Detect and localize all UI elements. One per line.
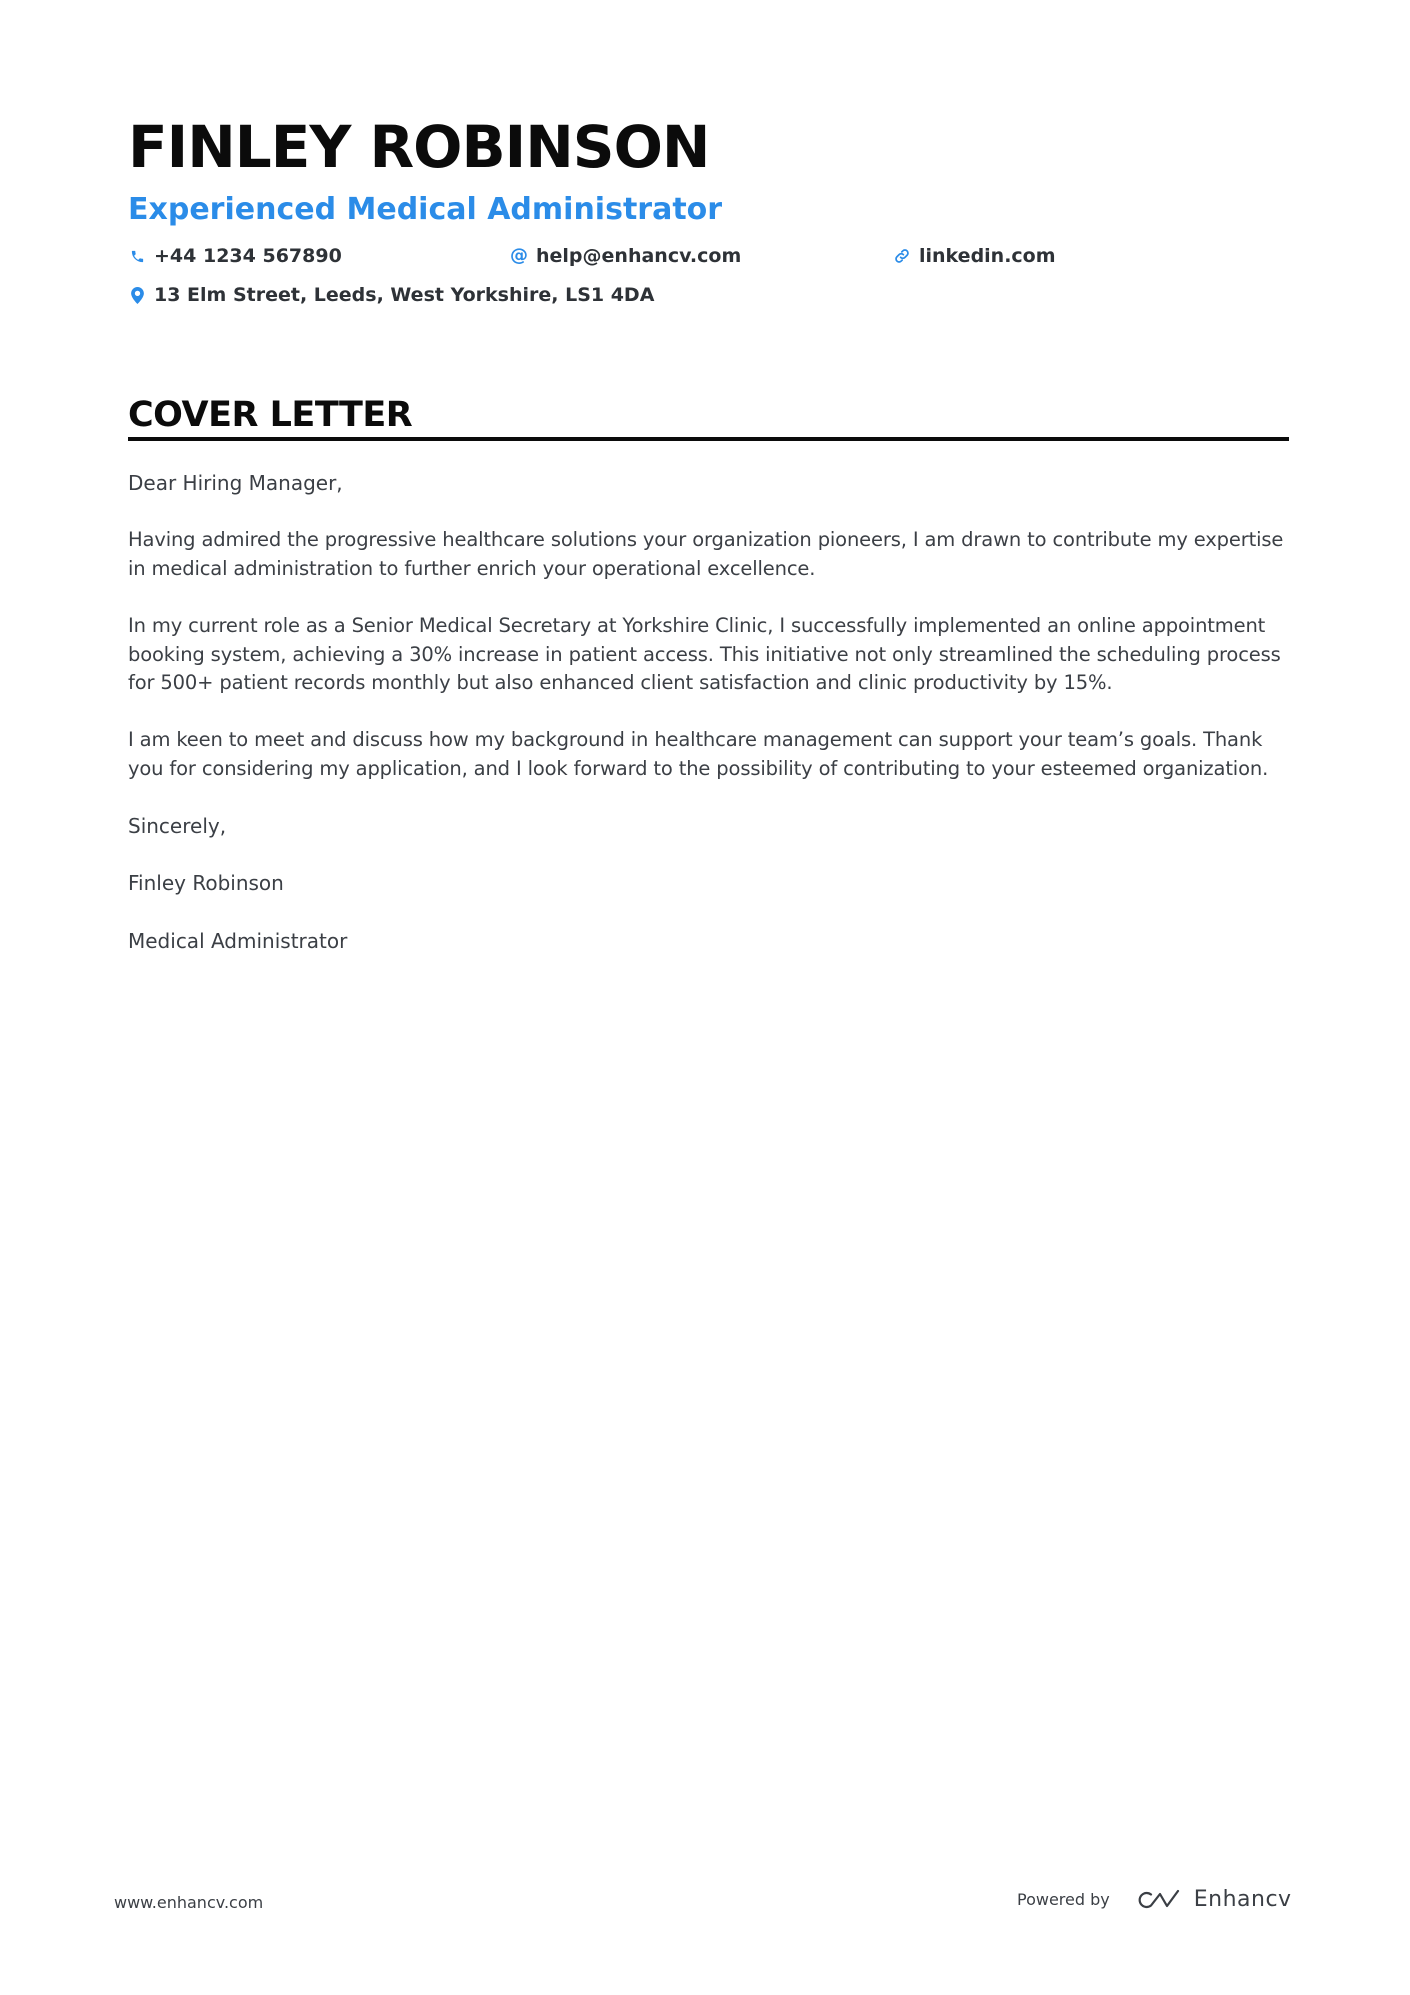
section-divider <box>128 437 1289 441</box>
signature-title: Medical Administrator <box>128 928 348 953</box>
letter-greeting: Dear Hiring Manager, <box>128 471 343 495</box>
phone-icon <box>128 246 146 266</box>
letter-paragraph-3: I am keen to meet and discuss how my background in healthcare management can support your team’s goals. Thank you for considering my application, and I look forward to the possibility of contributing to your esteemed organization. <box>128 728 1269 780</box>
candidate-name: FINLEY ROBINSON <box>128 113 710 181</box>
signature-name: Finley Robinson <box>128 871 284 896</box>
location-pin-icon <box>128 285 146 305</box>
phone-text[interactable]: +44 1234 567890 <box>154 245 342 267</box>
contact-link <box>893 244 1056 268</box>
candidate-title: Experienced Medical Administrator <box>128 192 723 227</box>
contact-email <box>510 244 741 268</box>
address-text: 13 Elm Street, Leeds, West Yorkshire, LS1 4DA <box>154 284 655 306</box>
letter-body <box>128 469 1293 984</box>
enhancv-logo-icon <box>1136 1888 1180 1912</box>
contact-phone <box>128 244 342 268</box>
link-icon <box>893 246 911 266</box>
powered-by-label: Powered by <box>1017 1890 1110 1909</box>
footer-url[interactable]: www.enhancv.com <box>114 1893 264 1912</box>
letter-paragraph-2: In my current role as a Senior Medical Secretary at Yorkshire Clinic, I successfully implemented an online appointment booking system, achieving a 30% increase in patient access. This initiative not only streamlined the scheduling process for 500+ patient records monthly but also enhanced client satisfaction and clinic productivity by 15%. <box>128 613 1281 695</box>
email-text[interactable]: help@enhancv.com <box>536 245 742 267</box>
section-title: COVER LETTER <box>128 395 413 435</box>
brand-name: Enhancv <box>1193 1887 1292 1912</box>
at-icon: @ <box>510 245 528 266</box>
contact-address <box>128 283 654 307</box>
letter-paragraph-1: Having admired the progressive healthcare solutions your organization pioneers, I am drawn to contribute my expertise in medical administration to further enrich your operational excellence. <box>128 528 1284 580</box>
link-text[interactable]: linkedin.com <box>919 245 1056 267</box>
letter-closing: Sincerely, <box>128 814 227 839</box>
footer-brand <box>1017 1887 1292 1913</box>
